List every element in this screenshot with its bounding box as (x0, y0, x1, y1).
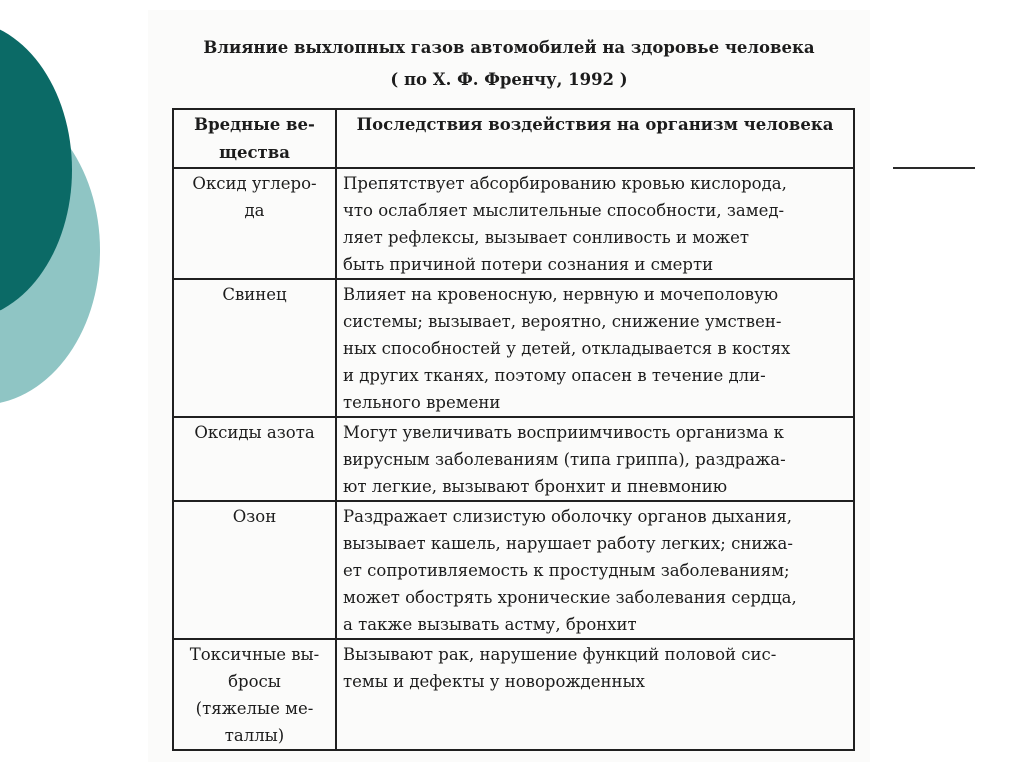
slide-decoration (0, 0, 120, 420)
table-row (173, 168, 854, 279)
table-row (173, 639, 854, 750)
table-row (173, 279, 854, 417)
effect-cell: Раздражает слизистую оболочку органов дыхания, вызывает кашель, нарушает работу легких; снижа- ет сопротивляемость к простудным заболеваниям; может обострять хронические заболевания сердца, а также вызывать астму, бронхит (336, 501, 854, 639)
header-effects: Последствия воздействия на организм человека (336, 109, 854, 168)
effect-cell: Вызывают рак, нарушение функций половой сис- темы и дефекты у новорожденных (336, 639, 854, 750)
title-line-1: Влияние выхлопных газов автомобилей на здоровье человека (203, 38, 815, 57)
substance-cell: Оксид углеро- да (173, 168, 336, 279)
effects-table (172, 108, 855, 751)
title-line-2: ( по Х. Ф. Френчу, 1992 ) (390, 70, 628, 89)
substance-cell: Токсичные вы- бросы (тяжелые ме- таллы) (173, 639, 336, 750)
decorative-line (893, 167, 975, 169)
substance-cell: Свинец (173, 279, 336, 417)
effect-cell: Влияет на кровеносную, нервную и мочеполовую системы; вызывает, вероятно, снижение умствен- ных способностей у детей, откладывается в костях и других тканях, поэтому опасен в течение дли- тельного времени (336, 279, 854, 417)
substance-cell: Оксиды азота (173, 417, 336, 501)
substance-cell: Озон (173, 501, 336, 639)
effect-cell: Препятствует абсорбированию кровью кислорода, что ослабляет мыслительные способности, замед- ляет рефлексы, вызывает сонливость и может быть причиной потери сознания и смерти (336, 168, 854, 279)
document-title (148, 32, 870, 96)
effect-cell: Могут увеличивать восприимчивость организма к вирусным заболеваниям (типа гриппа), раздража- ют легкие, вызывают бронхит и пневмонию (336, 417, 854, 501)
table-row (173, 417, 854, 501)
header-substances: Вредные ве- щества (173, 109, 336, 168)
table-row (173, 501, 854, 639)
table-header-row (173, 109, 854, 168)
